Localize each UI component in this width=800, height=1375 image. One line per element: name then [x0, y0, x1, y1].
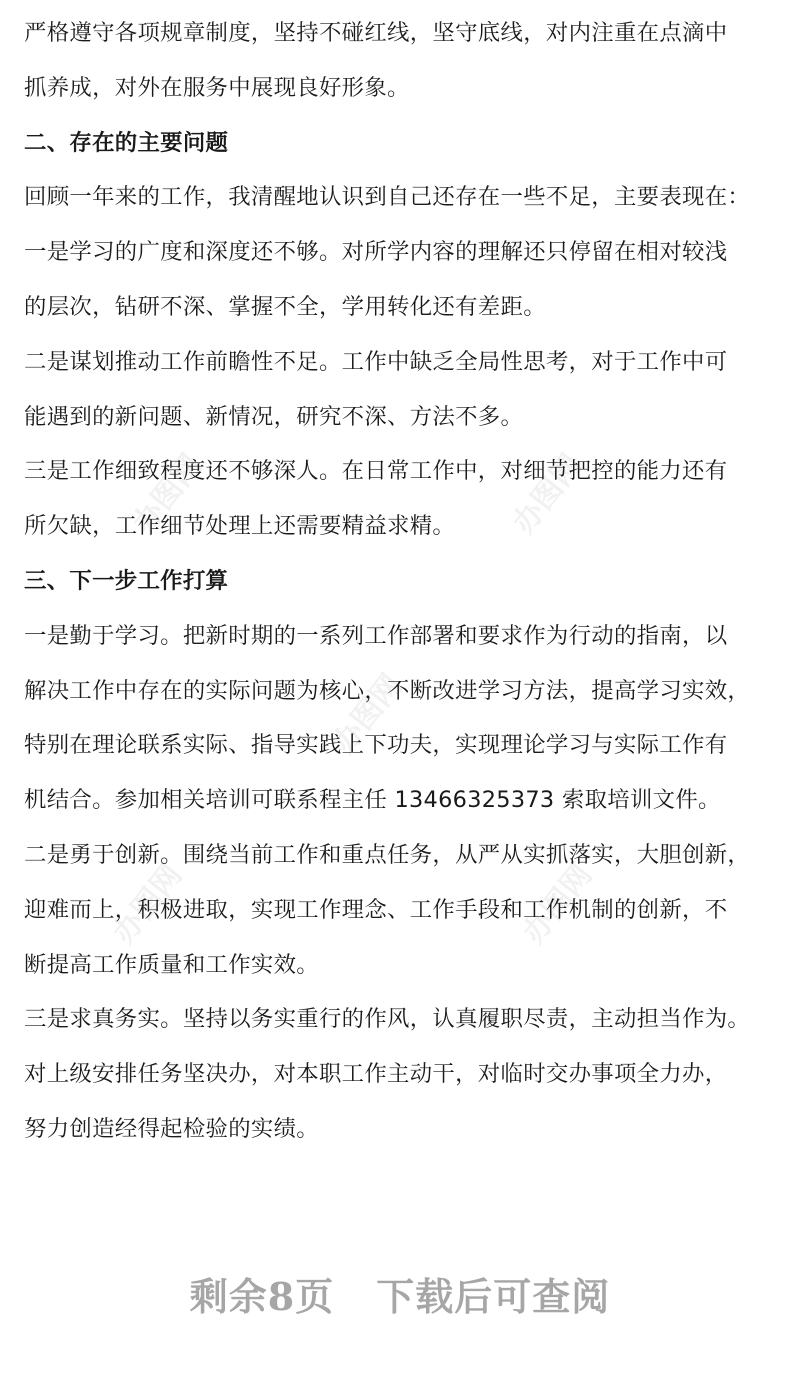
- paragraph-line: 所欠缺，工作细节处理上还需要精益求精。: [24, 513, 456, 540]
- watermark: 办图网: [506, 447, 590, 541]
- watermark: 办图网: [326, 667, 410, 761]
- paragraph-line: 三是工作细致程度还不够深人。在日常工作中，对细节把控的能力还有: [24, 458, 728, 485]
- download-prompt[interactable]: [0, 1266, 800, 1330]
- paragraph-line: 一是学习的广度和深度还不够。对所学内容的理解还只停留在相对较浅: [24, 239, 728, 266]
- paragraph-line: 回顾一年来的工作，我清醒地认识到自己还存在一些不足，主要表现在：: [24, 184, 751, 211]
- section-heading: 二、存在的主要问题: [24, 129, 229, 156]
- paragraph-line: 抓养成，对外在服务中展现良好形象。: [24, 74, 410, 101]
- paragraph-line: 严格遵守各项规章制度，坚持不碰红线，坚守底线，对内注重在点滴中: [24, 20, 728, 46]
- paragraph-line: 的层次，钻研不深、掌握不全，学用转化还有差距。: [24, 293, 546, 320]
- document-body: [24, 6, 780, 1157]
- paragraph-line: 特别在理论联系实际、指导实践上下功夫，实现理论学习与实际工作有: [24, 732, 728, 759]
- remaining-pages-label: 剩余8页: [189, 1274, 335, 1319]
- paragraph-line: 能遇到的新问题、新情况，研究不深、方法不多。: [24, 403, 524, 430]
- paragraph-line: 机结合。参加相关培训可联系程主任 13466325373 索取培训文件。: [24, 787, 721, 814]
- paragraph-line: 努力创造经得起检验的实绩。: [24, 1115, 319, 1142]
- paragraph-line: 二是勇于创新。围绕当前工作和重点任务，从严从实抓落实，大胆创新，: [24, 841, 751, 868]
- paragraph-line: 三是求真务实。坚持以务实重行的作风，认真履职尽责，主动担当作为。: [24, 1006, 751, 1033]
- watermark: 办图网: [126, 447, 210, 541]
- watermark: 办图网: [516, 857, 600, 951]
- paragraph-line: 解决工作中存在的实际问题为核心，不断改进学习方法，提高学习实效，: [24, 677, 751, 704]
- download-to-view-label: 下载后可查阅: [376, 1274, 611, 1319]
- paragraph-line: 迎难而上，积极进取，实现工作理念、工作手段和工作机制的创新，不: [24, 896, 728, 923]
- watermark: 办图网: [106, 857, 190, 951]
- paragraph-line: 断提高工作质量和工作实效。: [24, 951, 319, 978]
- paragraph-line: 二是谋划推动工作前瞻性不足。工作中缺乏全局性思考，对于工作中可: [24, 348, 728, 375]
- paragraph-line: 一是勤于学习。把新时期的一系列工作部署和要求作为行动的指南，以: [24, 622, 728, 649]
- paragraph-line: 对上级安排任务坚决办，对本职工作主动干，对临时交办事项全力办，: [24, 1061, 728, 1088]
- section-heading: 三、下一步工作打算: [24, 567, 229, 594]
